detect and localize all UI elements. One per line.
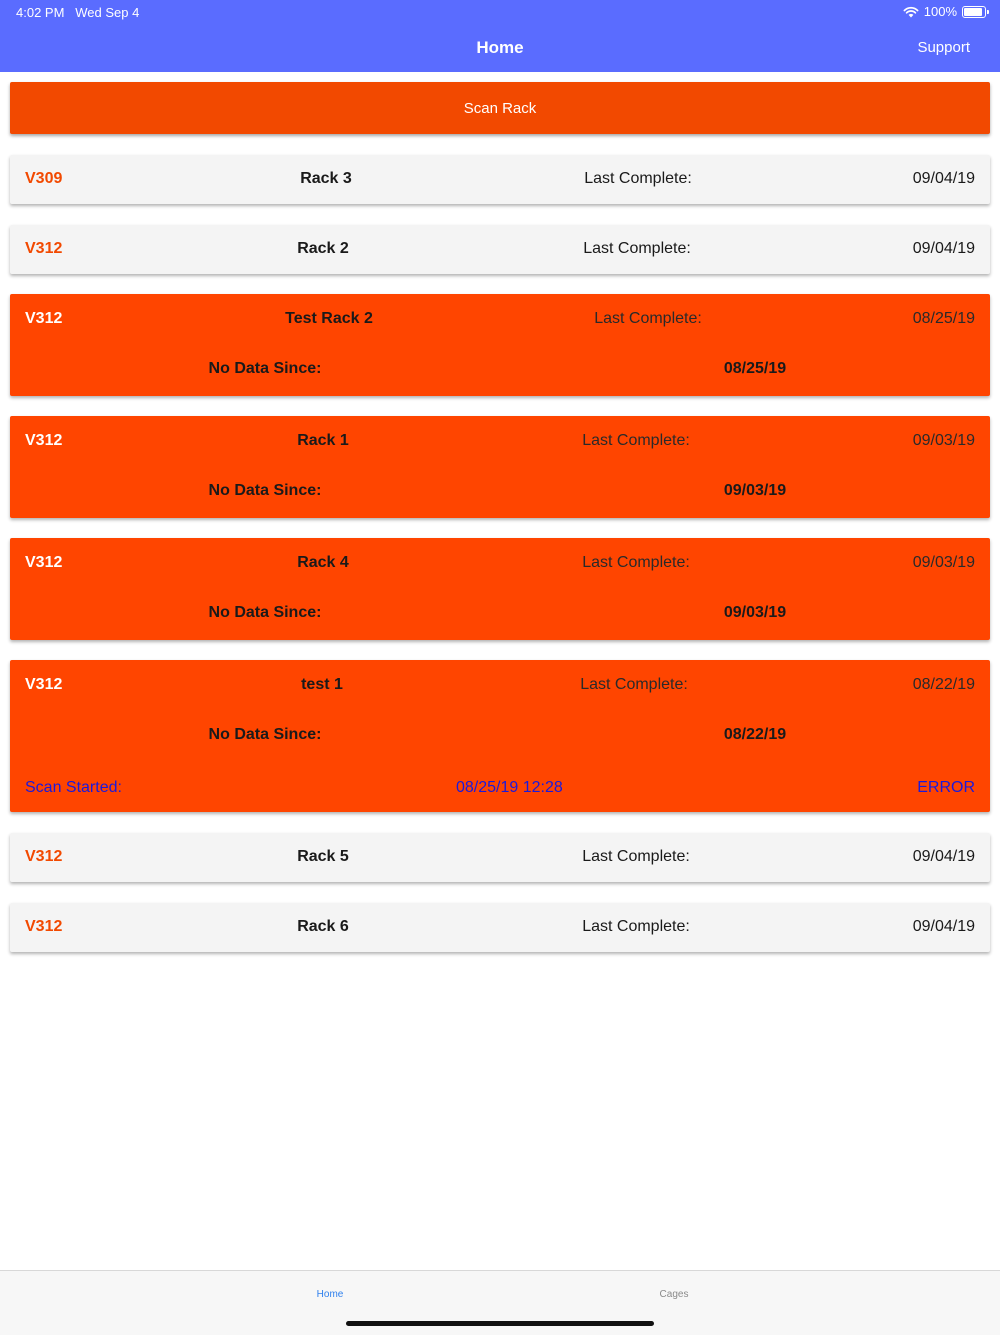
scan-started-label: Scan Started: [25,779,122,796]
status-indicators [903,4,986,19]
last-complete-date: 09/04/19 [912,848,975,865]
rack-card[interactable] [10,155,990,204]
scan-rack-button[interactable]: Scan Rack [10,82,990,134]
rack-code: V312 [25,918,63,935]
status-date: Wed Sep 4 [75,5,140,20]
last-complete-date: 09/04/19 [912,918,975,935]
rack-code: V312 [25,432,63,449]
rack-name: Test Rack 2 [285,310,373,327]
no-data-since-date: 09/03/19 [723,482,787,499]
rack-code: V312 [25,676,63,693]
rack-card[interactable] [10,903,990,952]
last-complete-date: 08/22/19 [912,676,975,693]
last-complete-label: Last Complete: [583,240,691,257]
rack-card[interactable] [10,660,990,812]
rack-card[interactable] [10,225,990,274]
rack-name: test 1 [301,676,343,693]
last-complete-date: 08/25/19 [912,310,975,327]
last-complete-label: Last Complete: [580,676,688,693]
no-data-since-date: 08/25/19 [723,360,787,377]
rack-name: Rack 2 [297,240,349,257]
rack-name: Rack 5 [297,848,349,865]
rack-card[interactable] [10,294,990,396]
last-complete-label: Last Complete: [594,310,702,327]
last-complete-label: Last Complete: [582,848,690,865]
support-button[interactable]: Support [917,39,970,56]
home-indicator [346,1321,654,1326]
no-data-since-label: No Data Since: [208,604,322,621]
no-data-since-label: No Data Since: [208,482,322,499]
last-complete-label: Last Complete: [582,432,690,449]
status-clock: 4:02 PM [16,5,65,20]
page-title: Home [476,38,524,57]
rack-code: V312 [25,240,63,257]
rack-code: V312 [25,310,63,327]
tab-cages[interactable]: Cages [659,1289,689,1300]
wifi-icon [903,6,919,18]
rack-card[interactable] [10,833,990,882]
rack-code: V309 [25,170,63,187]
battery-icon [962,6,986,18]
last-complete-date: 09/03/19 [912,554,975,571]
scan-status: ERROR [917,779,975,796]
scan-started-time: 08/25/19 12:28 [456,779,563,796]
rack-code: V312 [25,554,63,571]
rack-name: Rack 3 [300,170,352,187]
last-complete-label: Last Complete: [582,918,690,935]
last-complete-label: Last Complete: [582,554,690,571]
tab-home[interactable]: Home [316,1289,344,1300]
no-data-since-date: 08/22/19 [723,726,787,743]
last-complete-label: Last Complete: [584,170,692,187]
status-bar [0,0,1000,24]
rack-name: Rack 4 [297,554,349,571]
rack-name: Rack 6 [297,918,349,935]
rack-card[interactable] [10,538,990,640]
rack-card[interactable] [10,416,990,518]
status-time [16,5,139,20]
no-data-since-label: No Data Since: [208,726,322,743]
no-data-since-date: 09/03/19 [723,604,787,621]
battery-level [964,8,982,16]
rack-name: Rack 1 [297,432,349,449]
battery-percent: 100% [923,4,957,19]
last-complete-date: 09/04/19 [912,240,975,257]
last-complete-date: 09/03/19 [912,432,975,449]
last-complete-date: 09/04/19 [912,170,975,187]
rack-code: V312 [25,848,63,865]
no-data-since-label: No Data Since: [208,360,322,377]
